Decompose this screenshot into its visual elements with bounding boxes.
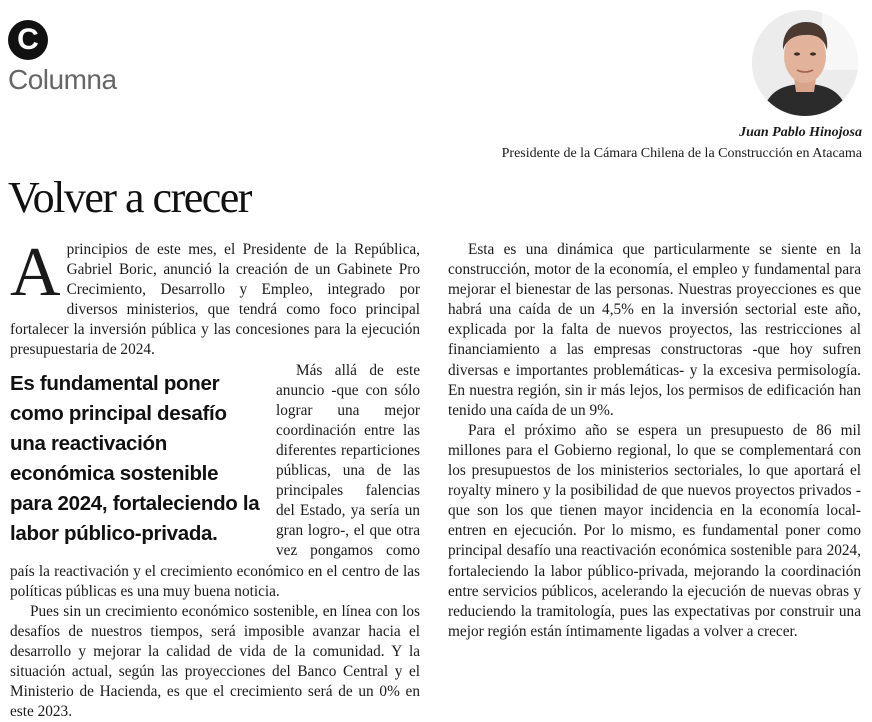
article-column-right [448, 240, 861, 642]
paragraph-5: Para el próximo año se espera un presupuesto de 86 mil millones para el Gobierno regional, lo que se complementará con los presupuestos de los ministerios sectoriales, lo que aportará el royalty minero y la posibilidad de que nuevos proyectos privados -que son los que tienen mayor incidencia en la economía local- entren en ejecución. Por lo mismo, es fundamental poner como principal desafío una reactivación económica sostenible para 2024, fortaleciendo la labor público-privada, mejorando la coordinación entre servicios públicos, acelerando la ejecución de nuevas obras y reduciendo la tramitología, pues las expectativas por construir una mejor región están íntimamente ligadas a volver a crecer. [448, 421, 861, 640]
article-title: Volver a crecer [8, 173, 251, 222]
author-role: Presidente de la Cámara Chilena de la Construcción en Atacama [501, 146, 862, 161]
paragraph-3: Pues sin un crecimiento económico sostenible, en línea con los desafíos de nuestros tiempos, será imposible avanzar hacia el desarrollo y mejorar la calidad de vida de la comunidad. Y la situación actual, según las proyecciones del Banco Central y el Ministerio de Hacienda, es que el crecimiento será de un 0% en este 2023. [10, 602, 420, 721]
author-name: Juan Pablo Hinojosa [739, 125, 862, 140]
section-label: Columna [8, 64, 117, 95]
pull-quote: Es fundamental poner como principal desafío una reactivación económica sostenible para 2024, fortaleciendo la labor público-privada. [10, 371, 260, 545]
paragraph-2: Más allá de este anuncio -que con sólo lograr una mejor coordinación entre las diferentes reparticiones públicas, una de las principales falencias del Estado, ya sería un gran logro-, el que otra vez pongamos como país la reactivación y el crecimiento económico en el centro de las políticas públicas es una muy buena noticia. [10, 361, 420, 600]
drop-cap: A [10, 234, 61, 311]
column-badge: C [8, 20, 48, 60]
author-photo [752, 10, 858, 116]
paragraph-4: Esta es una dinámica que particularmente se siente en la construcción, motor de la economía, el empleo y fundamental para mejorar el bienestar de las personas. Nuestras proyecciones es que habrá una caída de un 4,5% en la inversión sectorial este año, explicada por la falta de nuevos proyectos, las restricciones al financiamiento a las empresas constructoras -que hoy sufren diversas e importantes problemáticas- y la excesiva permisología. En nuestra región, sin ir más lejos, los permisos de edificación han tenido una caída de un 9%. [448, 241, 861, 419]
paragraph-1: Aprincipios de este mes, el Presidente de la República, Gabriel Boric, anunció la creación de un Gabinete Pro Crecimiento, Desarrollo y Empleo, integrado por diversos ministerios, que tendrá como foco principal fortalecer la inversión pública y las concesiones para la ejecución presupuestaria de 2024. [10, 234, 420, 359]
article-column-left [10, 234, 420, 722]
